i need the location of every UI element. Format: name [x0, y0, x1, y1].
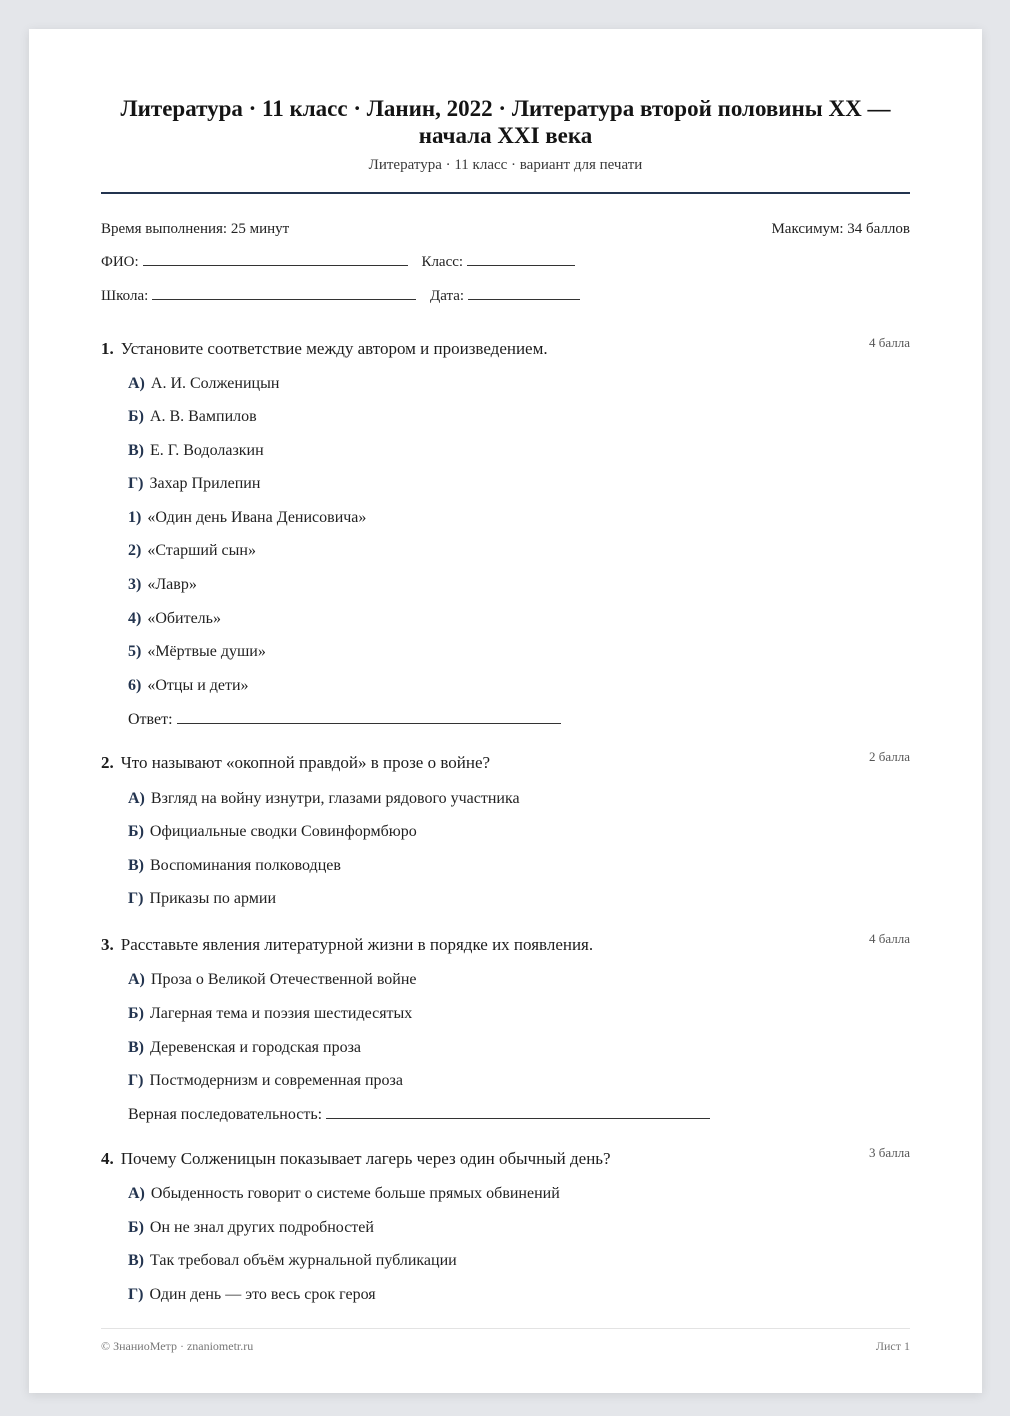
max-score: Максимум: 34 баллов — [771, 221, 910, 237]
school-field[interactable]: Школа: — [101, 286, 416, 306]
meta-row-school — [101, 286, 910, 306]
class-fill-line[interactable] — [467, 252, 575, 266]
option: Б) Он не знал других подробностей — [128, 1219, 374, 1236]
option: Г) Захар Прилепин — [128, 475, 261, 492]
option: 4) «Обитель» — [128, 610, 221, 627]
name-fill-line[interactable] — [143, 252, 408, 266]
question-4-points: 3 балла — [869, 1145, 910, 1160]
option: Б) Лагерная тема и поэзия шестидесятых — [128, 1005, 413, 1022]
footer-page-number: Лист 1 — [875, 1339, 910, 1353]
worksheet-page — [29, 29, 982, 1393]
option: 6) «Отцы и дети» — [128, 677, 249, 694]
option: Г) Один день — это весь срок героя — [128, 1286, 376, 1303]
meta-row-name — [101, 252, 910, 272]
option: В) Так требовал объём журнальной публикации — [128, 1252, 457, 1269]
footer-divider — [101, 1328, 910, 1329]
school-fill-line[interactable] — [152, 286, 416, 300]
question-4-text: 4. Почему Солженицын показывает лагерь через один обычный день? — [101, 1149, 611, 1168]
question-1-answer[interactable]: Ответ: — [128, 710, 561, 730]
option: А) Взгляд на войну изнутри, глазами рядового участника — [128, 790, 520, 807]
answer-fill-line[interactable] — [177, 710, 561, 724]
time-limit: Время выполнения: 25 минут — [101, 221, 290, 237]
question-2-text: 2. Что называют «окопной правдой» в прозе о войне? — [101, 753, 491, 772]
date-fill-line[interactable] — [468, 286, 580, 300]
option: В) Деревенская и городская проза — [128, 1039, 362, 1056]
option: Г) Постмодернизм и современная проза — [128, 1072, 403, 1089]
option: А) А. И. Солженицын — [128, 375, 280, 392]
option: А) Обыденность говорит о системе больше прямых обвинений — [128, 1185, 560, 1202]
question-1-text: 1. Установите соответствие между автором и произведением. — [101, 339, 548, 358]
option: В) Е. Г. Водолазкин — [128, 442, 264, 459]
question-3-answer[interactable]: Верная последовательность: — [128, 1105, 710, 1125]
page-title: Литература · 11 класс · Ланин, 2022 · Литература второй половины XX — начала XXI века — [120, 96, 891, 148]
title-divider — [101, 192, 910, 194]
class-field[interactable]: Класс: — [421, 252, 575, 272]
question-1-points: 4 балла — [869, 335, 910, 350]
option: 5) «Мёртвые души» — [128, 643, 266, 660]
question-2-points: 2 балла — [869, 749, 910, 764]
option: 3) «Лавр» — [128, 576, 197, 593]
date-field[interactable]: Дата: — [430, 286, 580, 306]
option: Б) Официальные сводки Совинформбюро — [128, 823, 417, 840]
footer-copyright: © ЗнаниоМетр · znaniometr.ru — [101, 1339, 254, 1353]
meta-row-time — [101, 219, 910, 239]
question-3-text: 3. Расставьте явления литературной жизни в порядке их появления. — [101, 935, 594, 954]
question-3-points: 4 балла — [869, 931, 910, 946]
option: Г) Приказы по армии — [128, 890, 277, 907]
answer-fill-line[interactable] — [326, 1105, 710, 1119]
page-subtitle: Литература · 11 класс · вариант для печати — [368, 157, 643, 173]
option: 1) «Один день Ивана Денисовича» — [128, 509, 367, 526]
option: 2) «Старший сын» — [128, 542, 256, 559]
option: Б) А. В. Вампилов — [128, 408, 257, 425]
option: А) Проза о Великой Отечественной войне — [128, 971, 417, 988]
name-field[interactable]: ФИО: — [101, 252, 408, 272]
option: В) Воспоминания полководцев — [128, 857, 341, 874]
